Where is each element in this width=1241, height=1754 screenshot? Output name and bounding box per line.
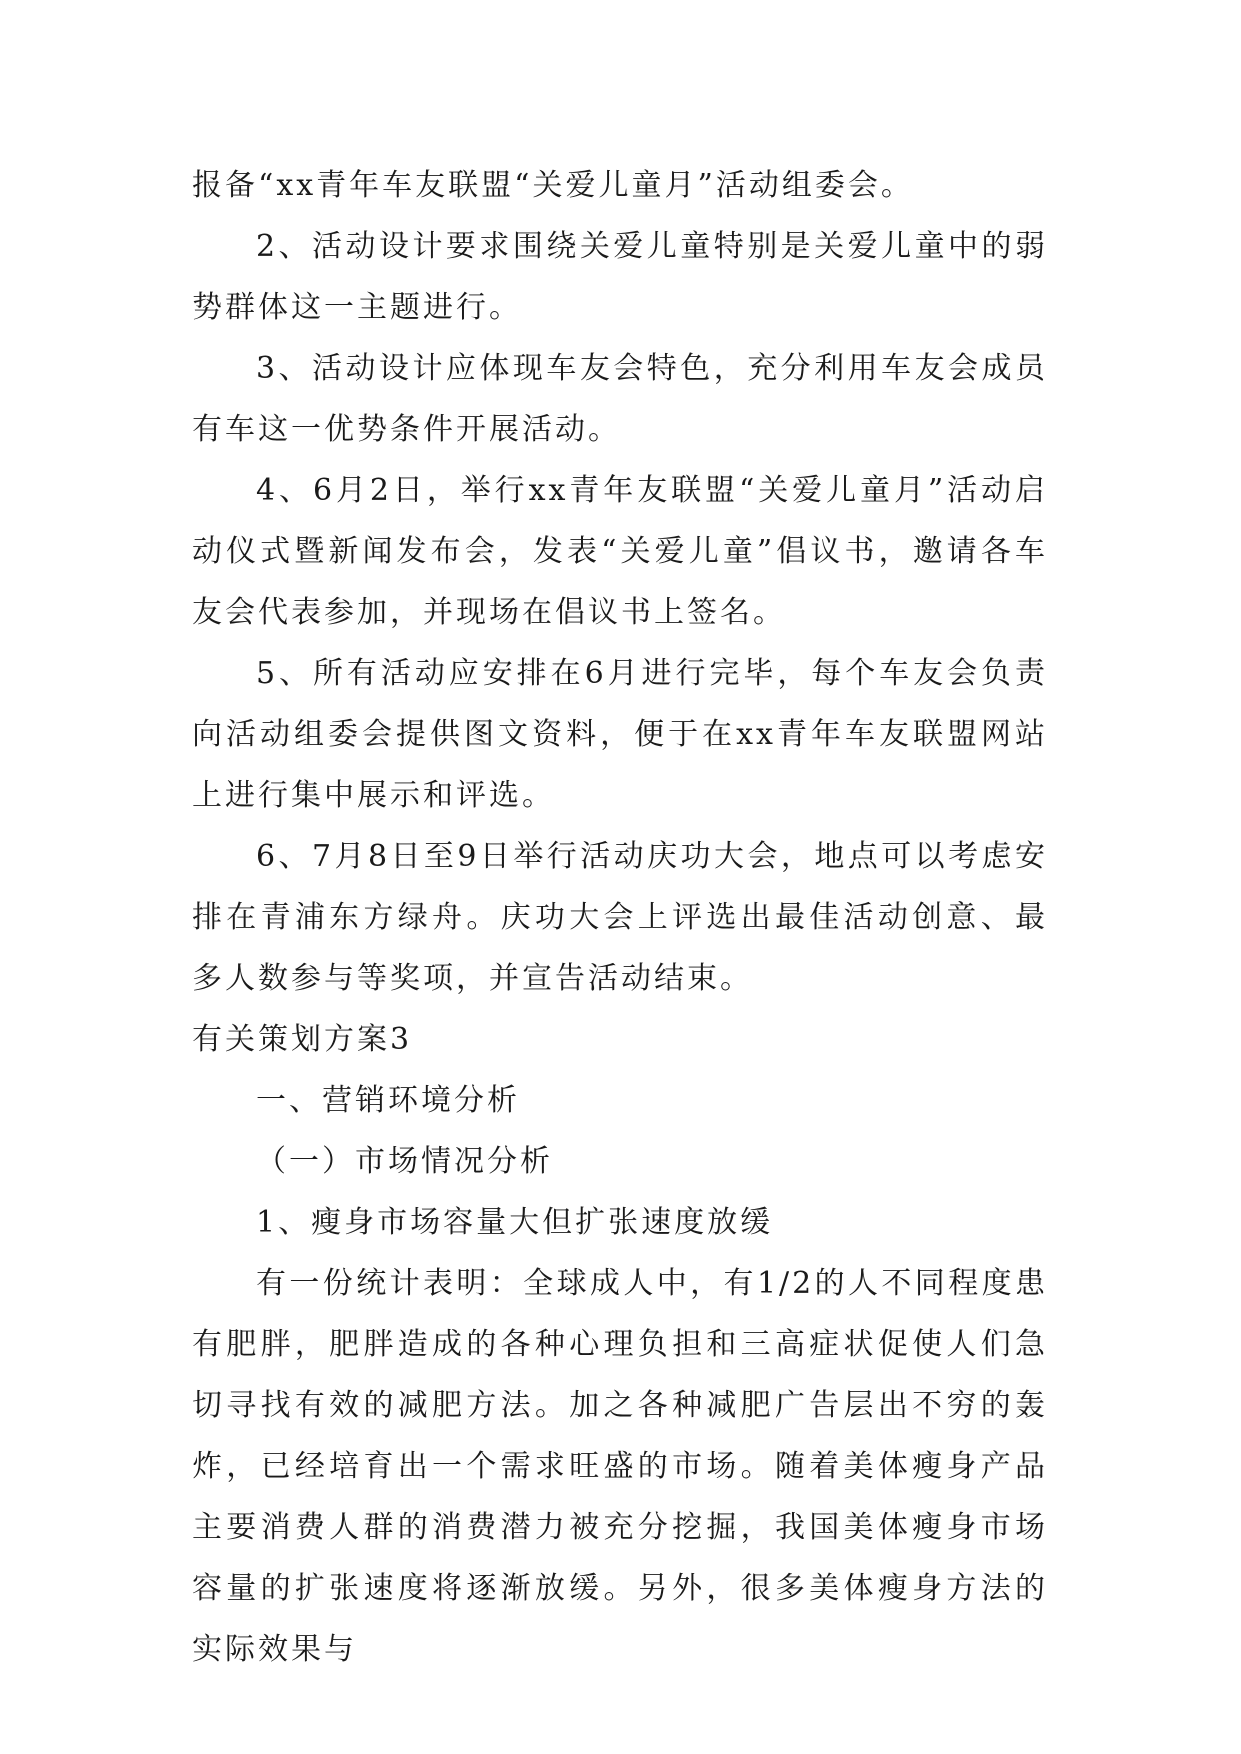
heading-level-3: 1、瘦身市场容量大但扩张速度放缓 xyxy=(256,1205,774,1240)
heading-level-1: 一、营销环境分析 xyxy=(256,1083,520,1118)
body-paragraph: 有一份统计表明：全球成人中，有1/2的人不同程度患有肥胖，肥胖造成的各种心理负担和三高症状促使人们急切寻找有效的减肥方法。加之各种减肥广告层出不穷的轰炸，已经培育出一个需求旺盛的市场。随着美体瘦身产品主要消费人群的消费潜力被充分挖掘，我国美体瘦身市场容量的扩张速度将逐渐放缓。另外，很多美体瘦身方法的实际效果与 xyxy=(192,1266,1048,1667)
document-body xyxy=(192,155,1048,1680)
paragraph-item-5: 5、所有活动应安排在6月进行完毕，每个车友会负责向活动组委会提供图文资料，便于在xx青年车友联盟网站上进行集中展示和评选。 xyxy=(192,656,1048,813)
paragraph-item-6: 6、7月8日至9日举行活动庆功大会，地点可以考虑安排在青浦东方绿舟。庆功大会上评选出最佳活动创意、最多人数参与等奖项，并宣告活动结束。 xyxy=(192,839,1048,996)
paragraph-continuation: 报备“xx青年车友联盟“关爱儿童月”活动组委会。 xyxy=(192,168,914,203)
paragraph-item-2: 2、活动设计要求围绕关爱儿童特别是关爱儿童中的弱势群体这一主题进行。 xyxy=(192,229,1048,325)
section-title: 有关策划方案3 xyxy=(192,1022,413,1057)
paragraph-item-4: 4、6月2日，举行xx青年友联盟“关爱儿童月”活动启动仪式暨新闻发布会，发表“关爱儿童”倡议书，邀请各车友会代表参加，并现场在倡议书上签名。 xyxy=(192,473,1048,630)
heading-level-2: （一）市场情况分析 xyxy=(256,1144,553,1179)
paragraph-item-3: 3、活动设计应体现车友会特色，充分利用车友会成员有车这一优势条件开展活动。 xyxy=(192,351,1048,447)
